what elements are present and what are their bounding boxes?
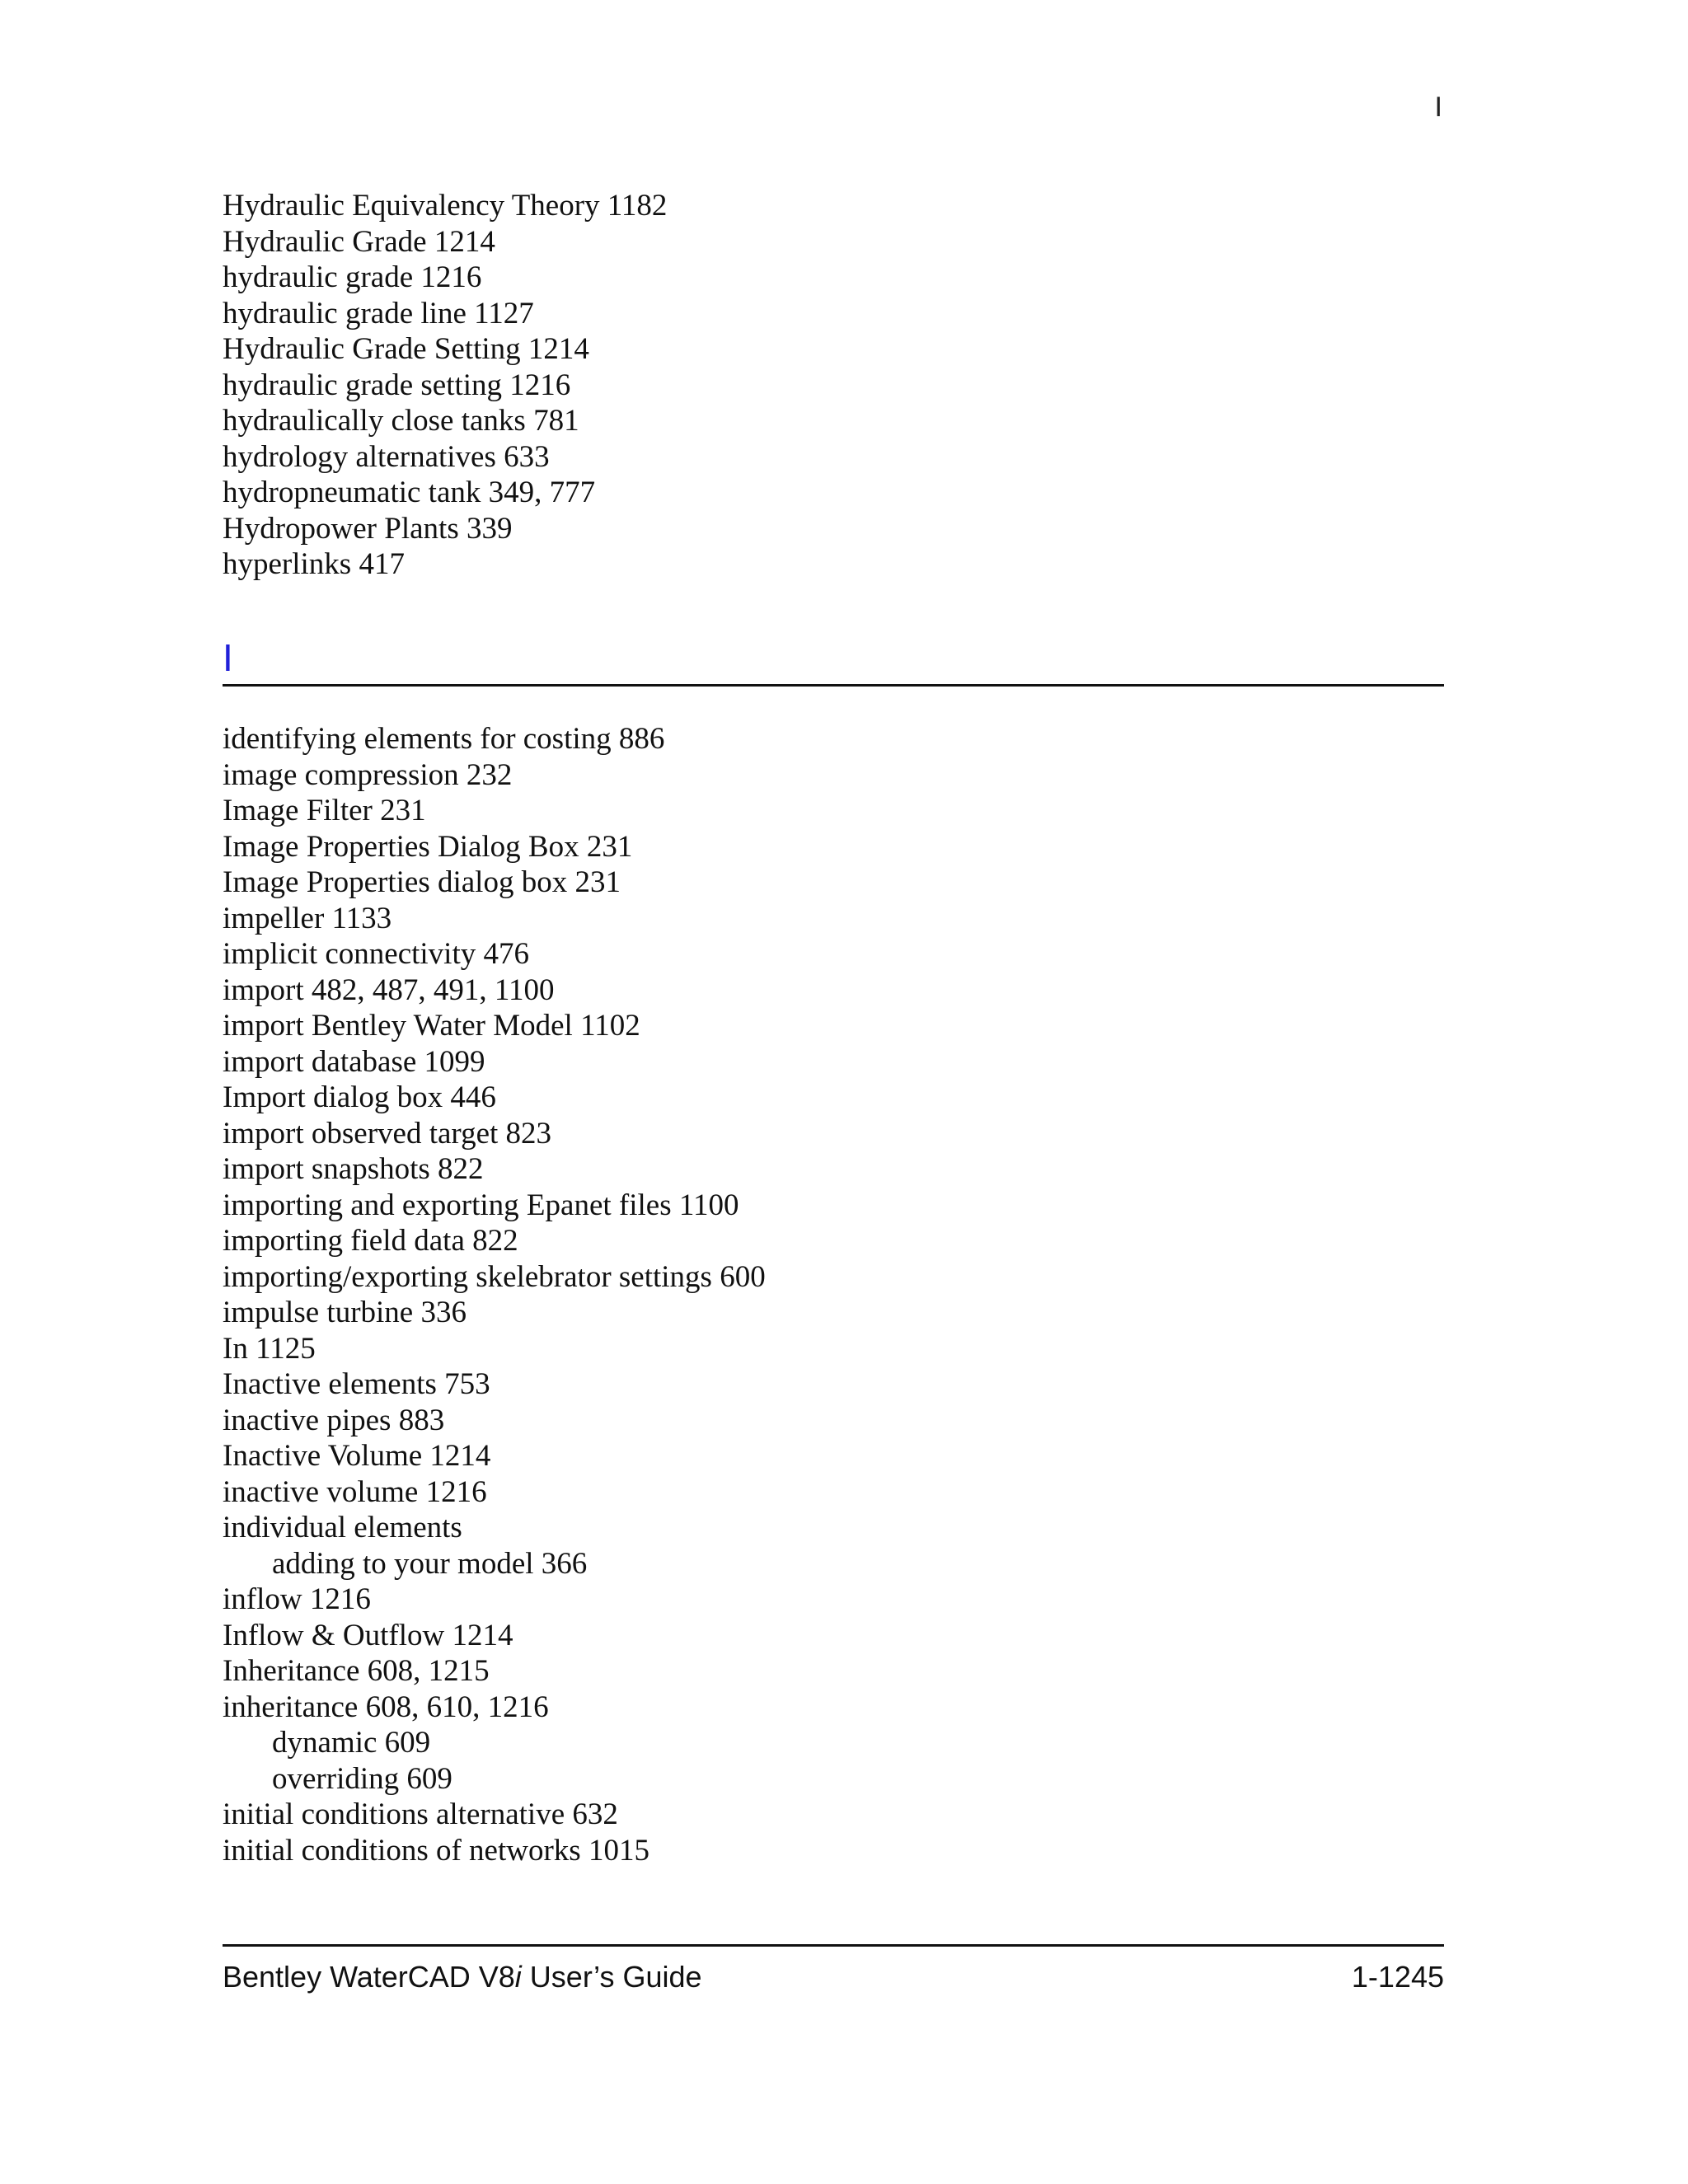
index-entries-section-i [223,721,1442,1868]
index-entry: import database 1099 [223,1044,485,1079]
index-entry: inactive pipes 883 [223,1403,445,1437]
footer-title-italic: i [514,1960,522,1994]
index-entry: image compression 232 [223,757,513,792]
index-entry: importing field data 822 [223,1224,518,1258]
footer-title-suffix: User’s Guide [521,1960,702,1994]
index-entry: import snapshots 822 [223,1152,484,1186]
index-entry: Import dialog box 446 [223,1080,496,1114]
footer-divider [223,1944,1444,1947]
footer-title-prefix: Bentley WaterCAD V8 [223,1960,515,1994]
index-entry: identifying elements for costing 886 [223,722,665,756]
index-entry: impulse turbine 336 [223,1296,467,1329]
index-entry: Inflow & Outflow 1214 [223,1618,513,1652]
index-entry: Image Filter 231 [223,794,426,827]
index-entry: import observed target 823 [223,1116,552,1151]
index-entry: importing and exporting Epanet files 1100 [223,1188,739,1222]
index-entry: In 1125 [223,1331,316,1366]
index-entry: individual elements [223,1511,462,1544]
index-entry: Inheritance 608, 1215 [223,1654,490,1688]
index-entry: import 482, 487, 491, 1100 [223,972,555,1007]
index-subentry: dynamic 609 [272,1726,431,1760]
index-entry: import Bentley Water Model 1102 [223,1009,640,1043]
index-entry: hydraulic grade setting 1216 [223,368,571,402]
index-entry: hydraulic grade 1216 [223,260,482,294]
index-entry: hydraulically close tanks 781 [223,404,579,438]
index-entry: Hydropower Plants 339 [223,511,513,546]
index-subentry: overriding 609 [272,1761,452,1796]
index-entry: impeller 1133 [223,901,392,935]
index-subentry: adding to your model 366 [272,1546,588,1581]
index-entry: implicit connectivity 476 [223,937,529,971]
index-entry: initial conditions alternative 632 [223,1797,618,1831]
index-entry: importing/exporting skelebrator settings 600 [223,1259,766,1294]
index-entry: hydraulic grade line 1127 [223,296,534,330]
footer-page-number: 1-1245 [1351,1960,1444,1994]
index-entries-continued [223,188,1442,583]
index-entry: Inactive Volume 1214 [223,1439,491,1473]
index-entry: Image Properties dialog box 231 [223,865,621,899]
index-entry: hyperlinks 417 [223,547,405,581]
index-entry: initial conditions of networks 1015 [223,1833,649,1868]
section-divider [223,684,1444,687]
index-entry: Hydraulic Equivalency Theory 1182 [223,189,668,223]
running-header-letter: I [1434,91,1442,123]
index-entry: inactive volume 1216 [223,1474,487,1509]
footer-book-title [223,1958,702,1996]
index-entry: Image Properties Dialog Box 231 [223,829,633,864]
index-entry: Inactive elements 753 [223,1367,490,1401]
index-entry: hydrology alternatives 633 [223,439,550,474]
index-entry: Hydraulic Grade Setting 1214 [223,332,589,366]
index-entry: inflow 1216 [223,1582,371,1616]
index-entry: hydropneumatic tank 349, 777 [223,476,596,509]
section-heading-letter: I [223,636,233,679]
index-entry: Hydraulic Grade 1214 [223,224,495,259]
index-entry: inheritance 608, 610, 1216 [223,1690,549,1724]
